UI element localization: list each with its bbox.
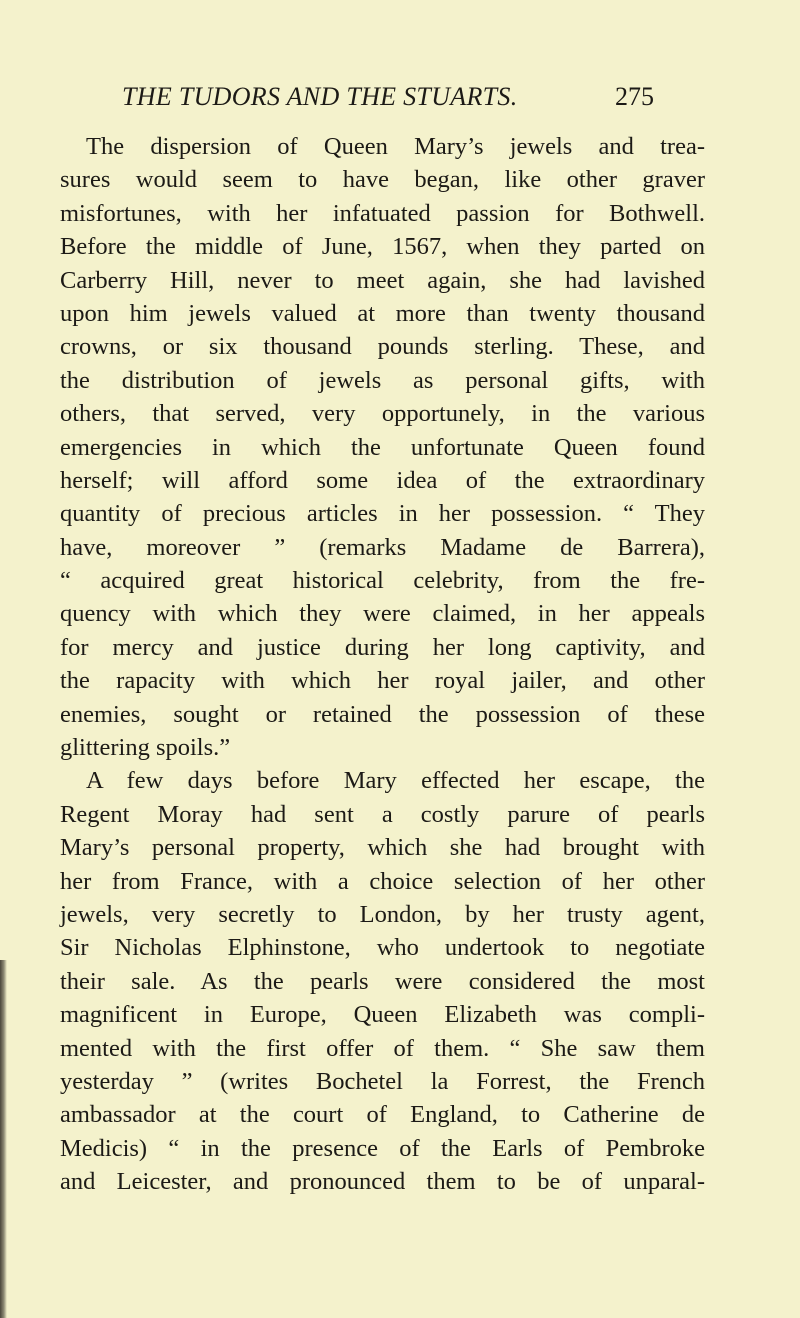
page-header — [0, 82, 800, 122]
text-line: A few days before Mary effected her escape, the — [86, 767, 705, 795]
text-line: sures would seem to have began, like other graver — [60, 166, 705, 194]
text-line: yesterday ” (writes Bochetel la Forrest, the French — [60, 1067, 705, 1095]
text-line: enemies, sought or retained the possession of these — [60, 700, 705, 728]
text-line: others, that served, very opportunely, in the various — [60, 400, 705, 428]
text-line: their sale. As the pearls were considered the most — [60, 967, 705, 995]
text-line: the distribution of jewels as personal gifts, with — [60, 366, 705, 394]
text-line: The dispersion of Queen Mary’s jewels and trea- — [86, 133, 705, 160]
text-line: ambassador at the court of England, to Catherine de — [60, 1101, 705, 1129]
text-line: have, moreover ” (remarks Madame de Barrera), — [60, 533, 705, 561]
text-line: mented with the first offer of them. “ She saw them — [60, 1034, 705, 1062]
text-line: magnificent in Europe, Queen Elizabeth was compli- — [60, 1001, 705, 1029]
page-edge-shadow — [0, 960, 7, 1318]
text-line: Sir Nicholas Elphinstone, who undertook to negotiate — [60, 934, 705, 962]
text-line: for mercy and justice during her long captivity, and — [60, 633, 705, 661]
page-number: 275 — [615, 82, 654, 111]
text-line: Before the middle of June, 1567, when they parted on — [60, 233, 705, 261]
running-title: THE TUDORS AND THE STUARTS. — [122, 82, 518, 111]
text-line: glittering spoils.” — [60, 734, 231, 762]
text-line: her from France, with a choice selection of her other — [60, 867, 705, 895]
text-line: quantity of precious articles in her possession. “ They — [60, 500, 705, 528]
text-line: jewels, very secretly to London, by her trusty agent, — [60, 900, 705, 928]
text-line: Regent Moray had sent a costly parure of pearls — [60, 800, 705, 828]
text-line: emergencies in which the unfortunate Queen found — [60, 433, 705, 461]
text-line: crowns, or six thousand pounds sterling. These, and — [60, 333, 705, 361]
body-text — [60, 130, 705, 1199]
text-line: herself; will afford some idea of the extraordinary — [60, 466, 705, 494]
text-line: the rapacity with which her royal jailer, and other — [60, 667, 705, 695]
text-line: misfortunes, with her infatuated passion for Bothwell. — [60, 199, 705, 227]
text-line: upon him jewels valued at more than twenty thousand — [60, 299, 705, 327]
text-line: Mary’s personal property, which she had brought with — [60, 834, 705, 862]
text-line: Medicis) “ in the presence of the Earls of Pembroke — [60, 1134, 705, 1162]
text-line: “ acquired great historical celebrity, from the fre- — [60, 567, 705, 595]
text-line: Carberry Hill, never to meet again, she had lavished — [60, 266, 705, 294]
text-line: and Leicester, and pronounced them to be of unparal- — [60, 1168, 705, 1196]
text-line: quency with which they were claimed, in her appeals — [60, 600, 705, 628]
